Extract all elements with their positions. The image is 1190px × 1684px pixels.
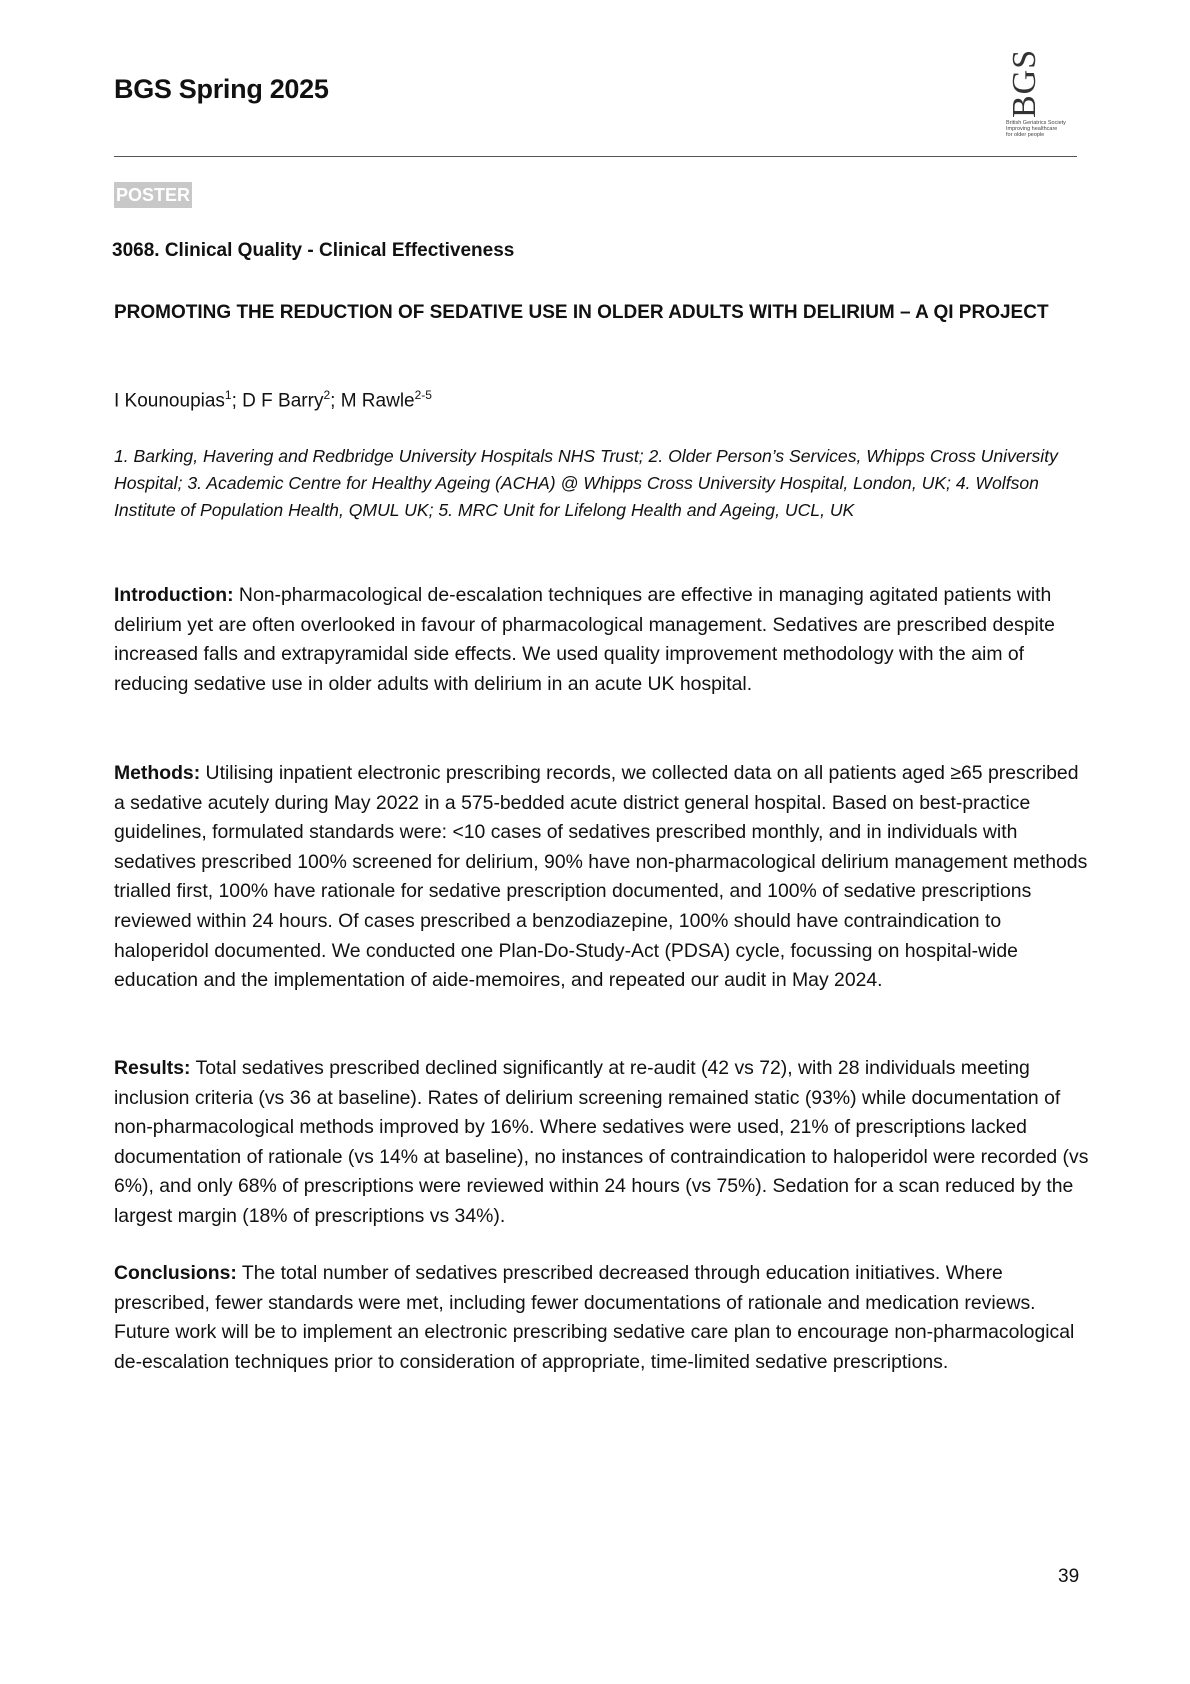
author-name: M Rawle — [340, 390, 415, 412]
author-affiliation-marker: 1 — [224, 388, 232, 402]
author-list — [114, 388, 432, 412]
section-label: Conclusions: — [114, 1262, 237, 1284]
author-separator: ; — [330, 390, 341, 412]
section-label: Methods: — [114, 762, 201, 784]
introduction-section — [114, 581, 1089, 699]
page-number: 39 — [1058, 1566, 1080, 1587]
logo-line-1: British Geriatrics Society — [1006, 120, 1066, 126]
author-name: D F Barry — [242, 390, 324, 412]
logo-line-3: for older people — [1006, 132, 1045, 138]
conference-title: BGS Spring 2025 — [114, 74, 329, 104]
author-separator: ; — [231, 390, 243, 412]
section-body: Utilising inpatient electronic prescribing records, we collected data on all patients aged ≥65 prescribed a sedative acutely during May 2022 in a 575-bedded acute district general hospital. Based on best-practice guidelines, formulated standards were: <10 cases of sedatives prescribed monthly, and in individuals with sedatives prescribed 100% screened for delirium, 90% have non-pharmacological delirium management methods trialled first, 100% have rationale for sedative prescription documented, and 100% of sedative prescriptions reviewed within 24 hours. Of cases prescribed a benzodiazepine, 100% should have contraindication to haloperidol documented. We conducted one Plan-Do-Study-Act (PDSA) cycle, focussing on hospital-wide education and the implementation of aide-memoires, and repeated our audit in May 2024. — [114, 762, 1088, 992]
header-divider — [114, 156, 1077, 157]
abstract-id-category: 3068. Clinical Quality - Clinical Effectiveness — [112, 240, 515, 261]
author-affiliation-marker: 2 — [323, 388, 331, 402]
logo-line-2: Improving healthcare — [1006, 126, 1058, 132]
poster-badge: POSTER — [114, 182, 192, 208]
bgs-logo — [1006, 48, 1116, 140]
author-affiliation-marker: 2-5 — [414, 388, 432, 402]
section-label: Results: — [114, 1057, 191, 1079]
section-body: The total number of sedatives prescribed decreased through education initiatives. Where prescribed, fewer standards were met, including fewer documentations of rationale and medication reviews. Future work will be to implement an electronic prescribing sedative care plan to encourage non-pharmacological de-escalation techniques prior to consideration of appropriate, time-limited sedative prescriptions. — [114, 1262, 1075, 1373]
methods-section — [114, 759, 1089, 996]
section-body: Total sedatives prescribed declined significantly at re-audit (42 vs 72), with 28 individuals meeting inclusion criteria (vs 36 at baseline). Rates of delirium screening remained static (93%) while documentation of non-pharmacological methods improved by 16%. Where sedatives were used, 21% of prescriptions lacked documentation of rationale (vs 14% at baseline), no instances of contraindication to haloperidol were recorded (vs 6%), and only 68% of prescriptions were reviewed within 24 hours (vs 75%). Sedation for a scan reduced by the largest margin (18% of prescriptions vs 34%). — [114, 1057, 1089, 1227]
bgs-logo-text — [1006, 120, 1066, 138]
section-label: Introduction: — [114, 584, 234, 606]
conclusions-section — [114, 1259, 1089, 1377]
author-name: I Kounoupias — [114, 390, 225, 412]
affiliations: 1. Barking, Havering and Redbridge University Hospitals NHS Trust; 2. Older Person’s Services, Whipps Cross University Hospital; 3. Academic Centre for Healthy Ageing (ACHA) @ Whipps Cross University Hospital, London, UK; 4. Wolfson Institute of Population Health, QMUL UK; 5. MRC Unit for Lifelong Health and Ageing, UCL, UK — [114, 446, 1058, 520]
bgs-logo-mark: BGS — [1006, 48, 1043, 118]
section-body: Non-pharmacological de-escalation techniques are effective in managing agitated patients with delirium yet are often overlooked in favour of pharmacological management. Sedatives are prescribed despite increased falls and extrapyramidal side effects. We used quality improvement methodology with the aim of reducing sedative use in older adults with delirium in an acute UK hospital. — [114, 584, 1055, 695]
results-section — [114, 1054, 1089, 1232]
abstract-title: PROMOTING THE REDUCTION OF SEDATIVE USE IN OLDER ADULTS WITH DELIRIUM – A QI PROJECT — [114, 302, 1049, 323]
